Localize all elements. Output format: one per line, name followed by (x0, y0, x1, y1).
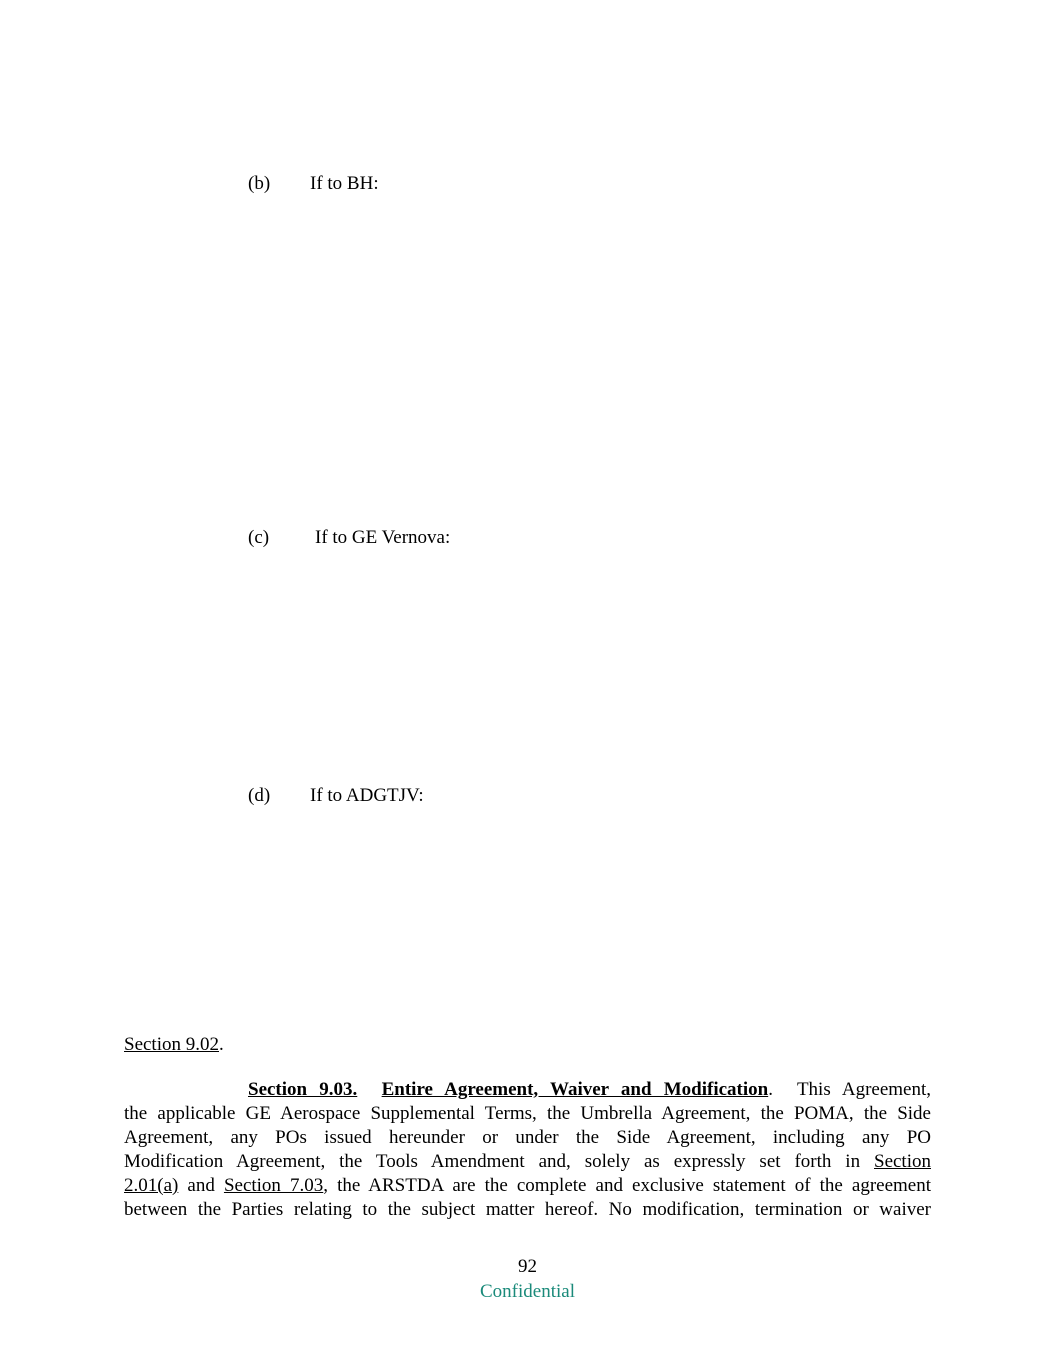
paragraph-text: , the ARSTDA are the complete and exclusive statement of the agreement (323, 1175, 932, 1196)
notice-item-text: If to ADGTJV: (310, 785, 424, 806)
cross-reference-link: 2.01(a) (124, 1175, 179, 1196)
paragraph-line: the applicable GE Aerospace Supplemental Terms, the Umbrella Agreement, the POMA, the Side (124, 1103, 931, 1124)
notice-item-label: (b) (248, 173, 271, 194)
section-heading-number: Section 9.03. (248, 1079, 358, 1100)
section-9-02 (124, 1034, 224, 1056)
cross-reference-link: Section 7.03 (223, 1175, 324, 1196)
paragraph-text: Modification Agreement, the Tools Amendment and, solely as expressly set forth in (124, 1151, 861, 1172)
notice-item-text: If to BH: (310, 173, 379, 194)
notice-item-label: (d) (248, 785, 271, 806)
notice-item-text: If to GE Vernova: (315, 527, 451, 548)
notice-item-ge-vernova (248, 527, 450, 549)
confidential-label: Confidential (480, 1281, 575, 1302)
section-heading-period: . (768, 1079, 773, 1100)
section-heading-title: Entire Agreement, Waiver and Modification (381, 1079, 769, 1100)
section-9-02-ref: Section 9.02 (124, 1034, 219, 1055)
paragraph-line (124, 1174, 931, 1198)
section-9-03-paragraph (124, 1078, 931, 1222)
paragraph-line (124, 1150, 931, 1174)
paragraph-line: between the Parties relating to the subject matter hereof. No modification, termination or waiver (124, 1199, 931, 1220)
paragraph-line: Agreement, any POs issued hereunder or under the Side Agreement, including any PO (124, 1127, 931, 1148)
notice-item-bh (248, 173, 379, 195)
paragraph-text: and (187, 1175, 215, 1196)
notice-item-label: (c) (248, 527, 270, 548)
page-number: 92 (518, 1256, 537, 1277)
paragraph-text: This Agreement, (796, 1079, 932, 1100)
notice-item-adgtjv (248, 785, 424, 807)
section-9-02-trail: . (219, 1034, 224, 1055)
cross-reference-link: Section (874, 1151, 931, 1172)
paragraph-line (124, 1078, 931, 1102)
